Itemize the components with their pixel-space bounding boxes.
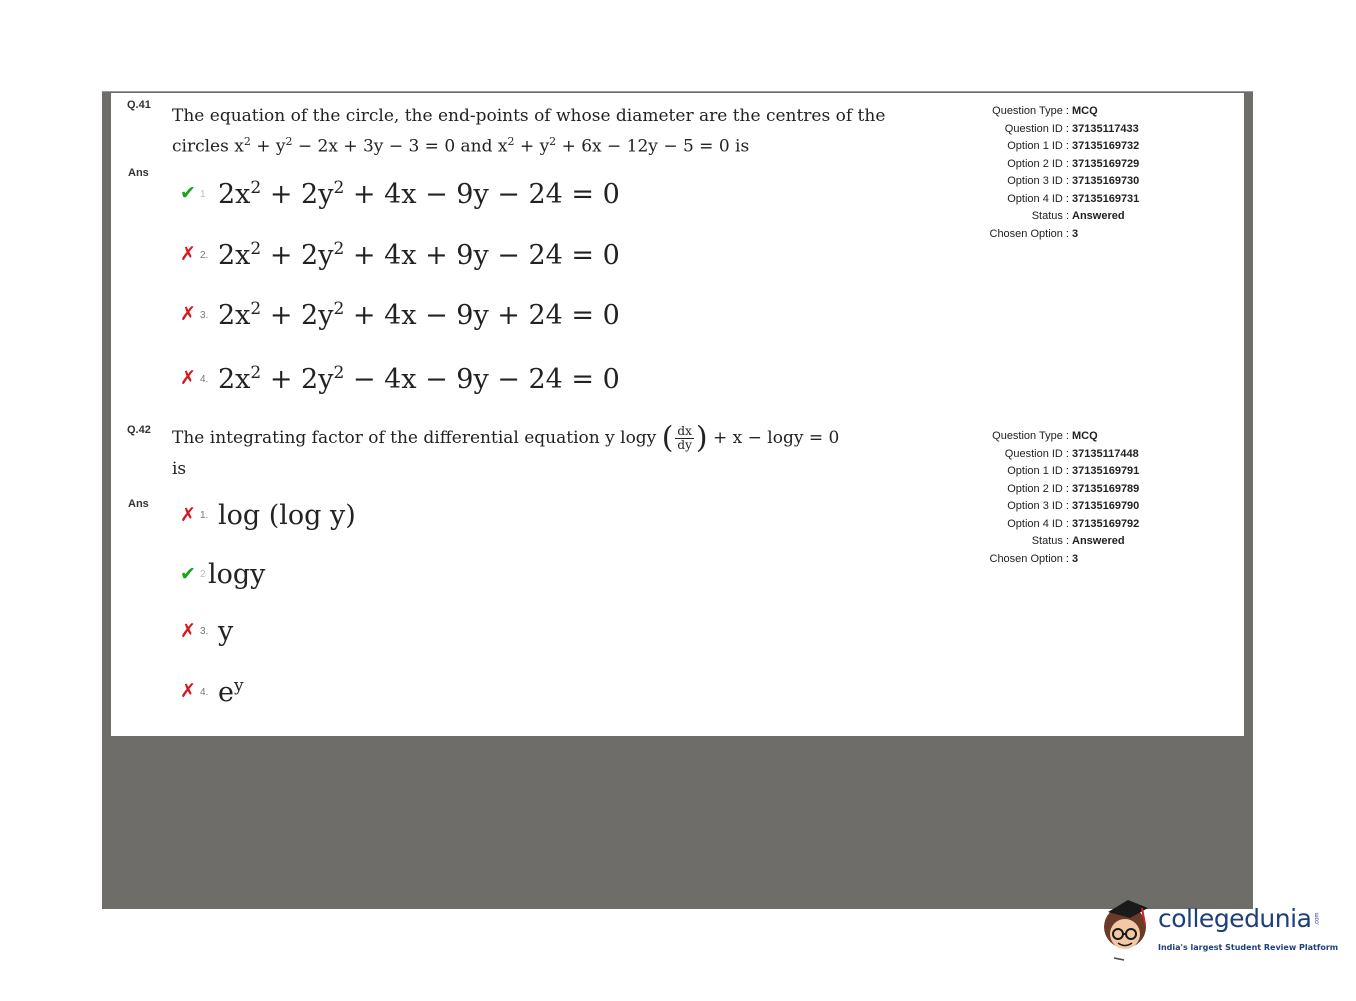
question-text <box>172 420 840 482</box>
option-formula: log (log y) <box>218 500 356 531</box>
option-formula: $2x^2 + 2y^2 + 4x - 9y - 24 = 0$ <box>218 178 620 210</box>
meta-row: Chosen Option : 3 <box>989 227 1079 240</box>
logo-com: .com <box>1314 912 1321 926</box>
option-number: 1 <box>200 188 206 200</box>
option-3 <box>179 616 233 647</box>
cross-icon: ✗ <box>180 304 196 325</box>
meta-row: Option 2 ID : 37135169789 <box>1007 482 1140 495</box>
logo-tagline: India's largest Student Review Platform <box>1158 943 1339 952</box>
logo-wordmark[interactable]: collegedunia <box>1158 904 1312 933</box>
meta-row: Question Type : MCQ <box>992 430 1098 442</box>
cross-icon: ✗ <box>180 620 196 642</box>
option-number: 4. <box>200 373 209 385</box>
option-4 <box>179 363 620 395</box>
option-formula: y <box>218 616 234 647</box>
option-1 <box>179 178 620 210</box>
option-formula: $2x^2 + 2y^2 - 4x - 9y - 24 = 0$ <box>218 363 620 395</box>
option-1 <box>179 500 356 531</box>
meta-row: Question ID : 37135117433 <box>1004 122 1139 135</box>
question-meta <box>983 428 1139 568</box>
meta-row: Option 4 ID : 37135169792 <box>1007 517 1140 530</box>
question-text <box>172 103 885 160</box>
cross-icon: ✗ <box>180 244 196 265</box>
meta-row: Option 1 ID : 37135169732 <box>1007 140 1140 152</box>
question-number: Q.42 <box>127 424 151 436</box>
meta-row: Option 1 ID : 37135169791 <box>1007 465 1140 477</box>
ans-label: Ans <box>128 167 149 179</box>
cross-icon: ✗ <box>180 368 196 389</box>
cross-icon: ✗ <box>180 504 196 526</box>
option-number: 3. <box>200 626 209 637</box>
option-4 <box>179 676 244 708</box>
check-icon: ✔ <box>180 183 196 204</box>
question-number: Q.41 <box>127 99 151 111</box>
option-formula: $e^y$ <box>218 676 244 708</box>
option-number: 3. <box>200 309 209 321</box>
meta-row: Question ID : 37135117448 <box>1004 447 1139 460</box>
option-number: 4. <box>200 686 209 698</box>
question-meta <box>983 103 1139 243</box>
meta-row: Status : Answered <box>1031 210 1125 222</box>
option-number: 2. <box>200 249 209 261</box>
option-2 <box>179 239 620 271</box>
option-number: 2 <box>200 569 206 580</box>
meta-row: Option 2 ID : 37135169729 <box>1007 157 1140 170</box>
question-text-line: The equation of the circle, the end-points of whose diameter are the centres of the <box>172 106 886 126</box>
check-icon: ✔ <box>180 563 196 585</box>
meta-row: Question Type : MCQ <box>992 105 1098 117</box>
meta-row: Chosen Option : 3 <box>989 552 1079 565</box>
cross-icon: ✗ <box>180 681 196 702</box>
option-formula: logy <box>208 559 266 590</box>
option-formula: $2x^2 + 2y^2 + 4x + 9y - 24 = 0$ <box>218 239 620 271</box>
question-text-line: is <box>172 459 187 479</box>
fraction: $\frac{dx}{dy}$ <box>677 424 692 452</box>
meta-row: Option 3 ID : 37135169790 <box>1007 500 1140 512</box>
question-text-line: The integrating factor of the differential equation y logy ( $\frac{dx}{dy}$ ) + x − logy = 0 <box>172 420 840 456</box>
option-number: 1. <box>200 510 209 521</box>
meta-row: Option 4 ID : 37135169731 <box>1007 192 1140 205</box>
meta-row: Option 3 ID : 37135169730 <box>1007 175 1140 187</box>
option-2 <box>179 559 265 590</box>
option-formula: $2x^2 + 2y^2 + 4x - 9y + 24 = 0$ <box>218 299 620 331</box>
ans-label: Ans <box>128 498 149 510</box>
meta-row: Status : Answered <box>1031 535 1125 547</box>
question-text-line: circles $x^2 + y^2 - 2x + 3y - 3 = 0$ and $x^2 + y^2 + 6x - 12y - 5 = 0$ is <box>172 135 750 157</box>
option-3 <box>179 299 620 331</box>
